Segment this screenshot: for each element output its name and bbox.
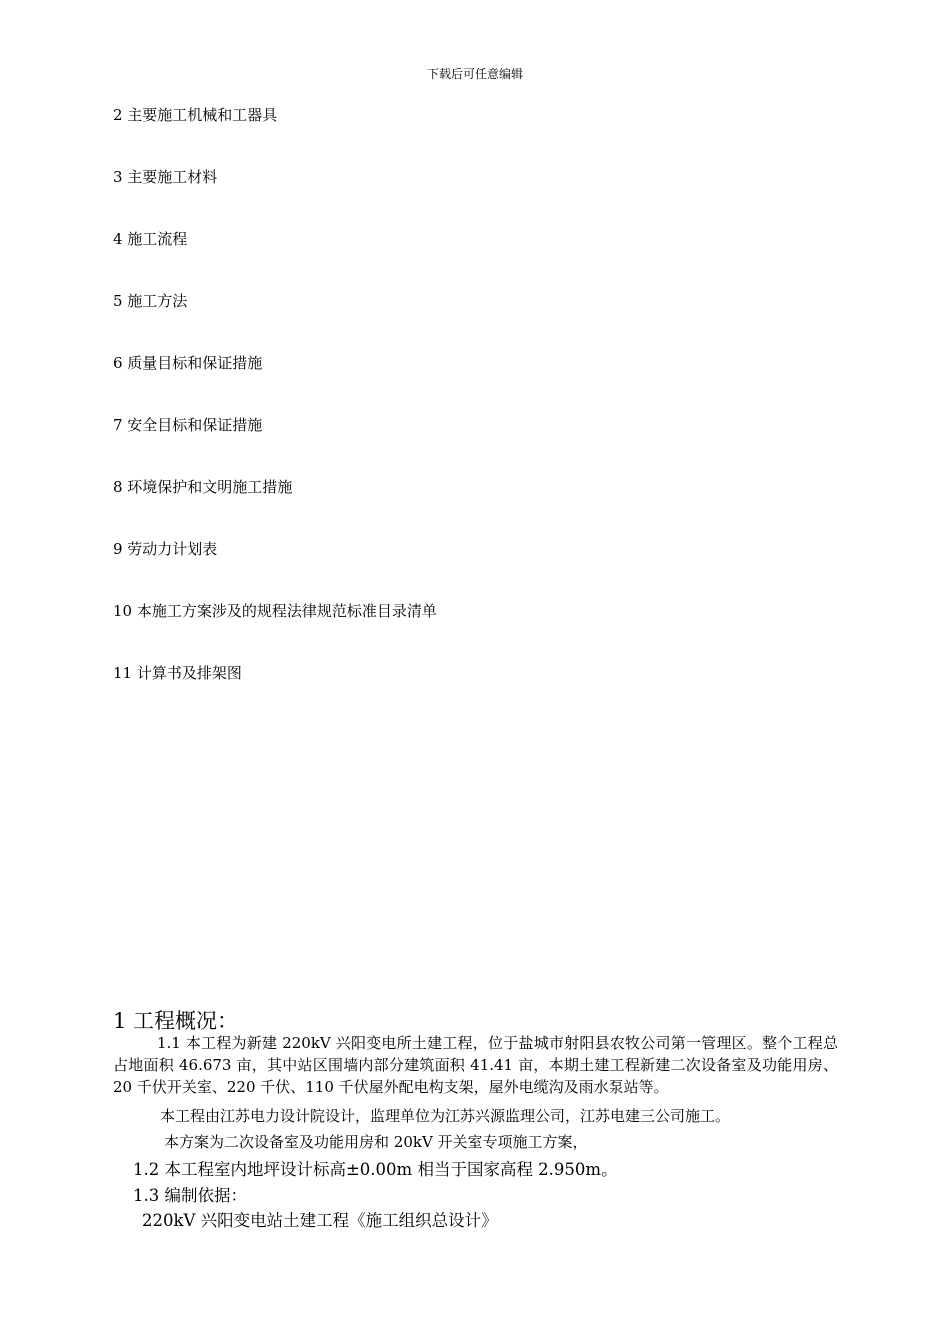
paragraph-design-supervision: 本工程由江苏电力设计院设计，监理单位为江苏兴源监理公司，江苏电建三公司施工。 xyxy=(160,1107,731,1125)
toc-item: 5 施工方法 xyxy=(113,292,188,310)
toc-item: 3 主要施工材料 xyxy=(113,168,218,186)
toc-item: 2 主要施工机械和工器具 xyxy=(113,106,278,124)
paragraph-overview: 1.1 本工程为新建 220kV 兴阳变电所土建工程，位于盐城市射阳县农牧公司第一管理区。整个工程总占地面积 46.673 亩，其中站区围墙内部分建筑面积 41.41 亩，本期土建工程新建二次设备室及功能用房、20 千伏开关室、220 千伏、110 千伏屋外配电构支架，屋外电缆沟及雨水泵站等。 xyxy=(113,1034,838,1096)
paragraph-basis-item: 220kV 兴阳变电站土建工程《施工组织总设计》 xyxy=(142,1211,498,1230)
paragraph-basis-heading: 1.3 编制依据： xyxy=(133,1186,247,1205)
paragraph-elevation: 1.2 本工程室内地坪设计标高±0.00m 相当于国家高程 2.950m。 xyxy=(133,1160,618,1179)
toc-item: 6 质量目标和保证措施 xyxy=(113,354,263,372)
section-title: 1 工程概况： xyxy=(113,1009,239,1033)
toc-item: 4 施工流程 xyxy=(113,230,188,248)
paragraph-scope: 本方案为二次设备室及功能用房和 20kV 开关室专项施工方案， xyxy=(164,1133,588,1151)
toc-item: 7 安全目标和保证措施 xyxy=(113,416,263,434)
toc-item: 9 劳动力计划表 xyxy=(113,540,218,558)
toc-item: 10 本施工方案涉及的规程法律规范标准目录清单 xyxy=(113,602,437,620)
toc-item: 11 计算书及排架图 xyxy=(113,664,242,682)
toc-item: 8 环境保护和文明施工措施 xyxy=(113,478,293,496)
page-header: 下载后可任意编辑 xyxy=(426,67,523,81)
